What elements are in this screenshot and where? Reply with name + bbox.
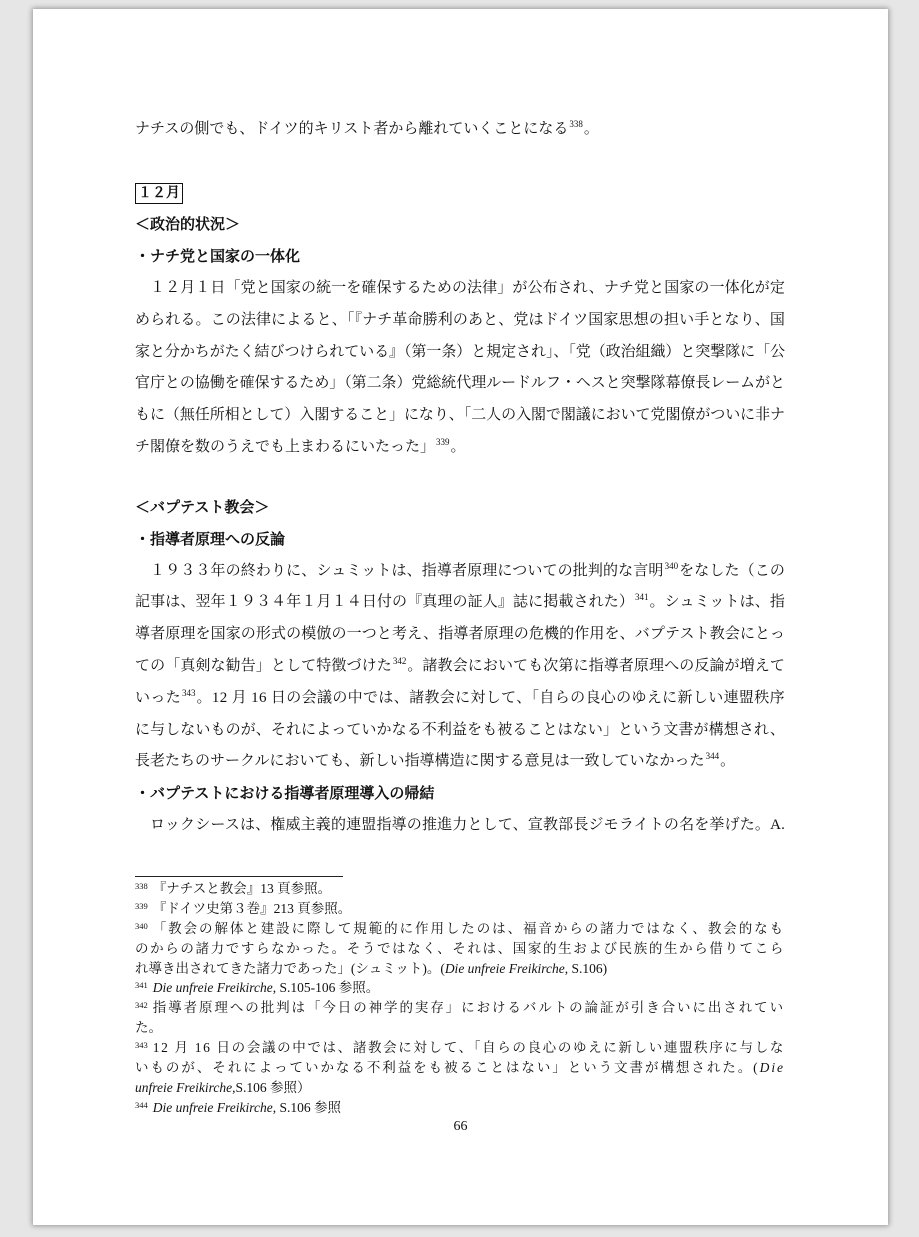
section-political: [135, 114, 785, 464]
line-text: 長老たちのサークルにおいても、新しい指導構造に関する意見は一致していなかった: [135, 753, 705, 770]
paragraph-line: [135, 556, 785, 588]
line-text: チ閣僚を数のうえでも上まわるにいたった」: [135, 438, 436, 455]
footnote-ref: 339: [436, 436, 450, 447]
footnote-text: 12 月 16 日の会議の中では、諸教会に対して、「自らの良心のゆえに新しい連盟秩序に与しな: [152, 1040, 785, 1056]
book-title: Die unfreie Freikirche: [152, 1099, 273, 1115]
line-text: もに（無任所相として）入閣すること」になり、「二人の入閣で閣議において党閣僚がついに非ナ: [135, 407, 785, 424]
footnote-number: 338: [135, 881, 148, 891]
paragraph-line: [135, 305, 785, 337]
footnote-number: 344: [135, 1099, 148, 1110]
line-text: 。諸教会においても次第に指導者原理への反論が増えて: [407, 657, 785, 674]
paragraph-line: [135, 400, 785, 432]
line-content: [135, 368, 785, 400]
line-text: 。: [583, 121, 599, 137]
line-content: [135, 651, 785, 683]
line-content: [135, 1058, 785, 1078]
footnote-separator: [135, 876, 343, 877]
footnote-343-cont: [135, 1058, 785, 1078]
paragraph-line: [135, 746, 785, 778]
line-content: [135, 939, 785, 959]
footnote-344: [135, 1098, 785, 1118]
line-content: [135, 337, 785, 369]
footnote-340-cont: [135, 959, 785, 979]
line-text: をなした（この: [679, 562, 785, 579]
line-text: 。: [720, 753, 736, 770]
footnote-ref: 343: [182, 687, 196, 698]
footnote-text: 指導者原理への批判は「今日の神学的実存」におけるバルトの論証が引き合いに出されてい: [152, 1000, 785, 1016]
footnote-text: 『ナチスと教会』13 頁参照。: [152, 881, 332, 896]
line-content: [135, 619, 785, 651]
line-text: 家と分かちがたく結びつけられている』（第一条）と規定され」、「党（政治組織）と突撃隊に「公: [135, 343, 785, 360]
line-content: [135, 432, 466, 464]
footnote-number: 343: [135, 1040, 148, 1051]
paragraph-line: [135, 432, 785, 464]
intro-line: [135, 114, 785, 146]
line-text: いった: [135, 689, 182, 706]
footnote-number: 342: [135, 1000, 148, 1011]
line-content: [135, 683, 785, 715]
footnote-338: [135, 879, 785, 899]
footnote-number: 340: [135, 920, 148, 931]
footnote-text: れ導き出されてきた諸力であった」(シュミット)。(: [135, 960, 445, 976]
line-text: められる。この法律によると、「『ナチ革命勝利のあと、党はドイツ国家思想の担い手となり、国: [135, 311, 785, 328]
book-title: unfreie Freikirche: [135, 1079, 233, 1095]
line-text: 。: [450, 438, 466, 455]
line-content: [135, 959, 607, 979]
book-title: Die: [759, 1060, 785, 1076]
paragraph-line: [135, 273, 785, 305]
line-content: [150, 810, 785, 842]
line-text: 。12 月 16 日の会議の中では、諸教会に対して、「自らの良心のゆえに新しい連盟秩序: [196, 689, 785, 706]
paragraph-line: [135, 619, 785, 651]
footnote-text: た。: [135, 1020, 162, 1036]
footnote-text: , S.105-106 参照。: [272, 980, 380, 996]
month-box: １２月: [135, 183, 183, 204]
section-baptist: [135, 492, 785, 842]
line-text: ナチスの側でも、ドイツ的キリスト者から離れていくことになる: [135, 121, 569, 137]
line-content: [135, 114, 599, 146]
footnote-text: ,S.106 参照）: [232, 1079, 311, 1095]
paragraph-line: [135, 587, 785, 619]
line-text: 。シュミットは、指: [649, 594, 785, 611]
footnote-343: [135, 1038, 785, 1058]
line-content: [150, 273, 785, 305]
line-text: 記事は、翌年１９３４年１月１４日付の『真理の証人』誌に掲載された）: [135, 594, 634, 611]
paragraph-line: [135, 683, 785, 715]
line-content: [135, 715, 785, 747]
footnotes: [135, 879, 785, 1118]
line-content: [135, 746, 735, 778]
footnote-text: , S.106 参照: [272, 1099, 341, 1115]
line-content: [135, 998, 785, 1018]
footnote-number: 339: [135, 900, 148, 911]
line-content: [135, 1018, 162, 1038]
subsection-heading: ・指導者原理への反論: [135, 529, 286, 548]
subsection-heading: ・バプテストにおける指導者原理導入の帰結: [135, 784, 435, 803]
line-content: [135, 1078, 310, 1098]
line-content: [135, 879, 331, 899]
line-content: [150, 556, 785, 588]
line-content: [135, 1038, 785, 1058]
footnote-ref: 338: [569, 119, 583, 129]
page-number: 66: [453, 1119, 468, 1134]
spacer: [135, 146, 785, 178]
line-content: [135, 899, 351, 919]
paragraph-line: [135, 810, 785, 842]
footnote-ref: 344: [705, 751, 720, 762]
line-content: [135, 400, 785, 432]
footnote-ref: 340: [664, 560, 679, 571]
footnote-341: [135, 978, 785, 998]
footnote-number: 341: [135, 980, 148, 991]
line-content: [135, 587, 785, 619]
book-title: Die unfreie Freikirche: [444, 960, 565, 976]
footnote-340: [135, 919, 785, 939]
line-content: [135, 1098, 341, 1118]
section-heading: ＜バプテスト教会＞: [135, 498, 270, 516]
line-content: [135, 305, 785, 337]
subsection-heading: ・ナチ党と国家の一体化: [135, 247, 301, 266]
footnote-ref: 341: [635, 592, 649, 603]
footnote-343-cont: [135, 1078, 785, 1098]
line-text: ての「真剣な勧告」として特徴づけた: [135, 657, 392, 674]
footnote-text: 『ドイツ史第３巻』213 頁参照。: [152, 900, 352, 916]
paragraph-line: [135, 651, 785, 683]
book-title: Die unfreie Freikirche: [152, 980, 273, 996]
line-text: 導者原理を国家の形式の模倣の一つと考え、指導者原理の危機的作用を、バプテスト教会にとっ: [135, 626, 785, 643]
footnote-text: , S.106): [564, 960, 608, 976]
line-content: [135, 919, 785, 939]
footnote-342-cont: [135, 1018, 785, 1038]
line-text: １２月１日「党と国家の統一を確保するための法律」が公布され、ナチ党と国家の一体化が定: [150, 279, 785, 296]
line-text: １９３３年の終わりに、シュミットは、指導者原理についての批判的な言明: [150, 562, 664, 579]
footnote-342: [135, 998, 785, 1018]
month-row: [135, 178, 785, 210]
paragraph-line: [135, 715, 785, 747]
document-page: [33, 9, 888, 1225]
paragraph-line: [135, 337, 785, 369]
line-text: ロックシースは、権威主義的連盟指導の推進力として、宣教部長ジモライトの名を挙げた。A.: [150, 816, 785, 833]
line-content: [135, 978, 379, 998]
footnote-340-cont: [135, 939, 785, 959]
footnote-text: いものが、それによっていかなる不利益をも被ることはない」という文書が構想された。(: [135, 1060, 760, 1076]
line-text: 官庁との協働を確保するため」（第二条）党総統代理ルードルフ・ヘスと突撃隊幕僚長レームがと: [135, 375, 785, 392]
footnote-339: [135, 899, 785, 919]
footnote-text: のからの諸力ですらなかった。そうではなく、それは、国家的生および民族的生から借りてこら: [135, 940, 785, 956]
footnote-text: 「教会の解体と建設に際して規範的に作用したのは、福音からの諸力ではなく、教会的なも: [152, 920, 785, 936]
paragraph-line: [135, 368, 785, 400]
section-heading: ＜政治的状況＞: [135, 215, 241, 234]
line-text: に与しないものが、それによっていかなる不利益をも被ることはない」という文書が構想され、: [135, 721, 785, 738]
footnote-ref: 342: [392, 655, 407, 666]
